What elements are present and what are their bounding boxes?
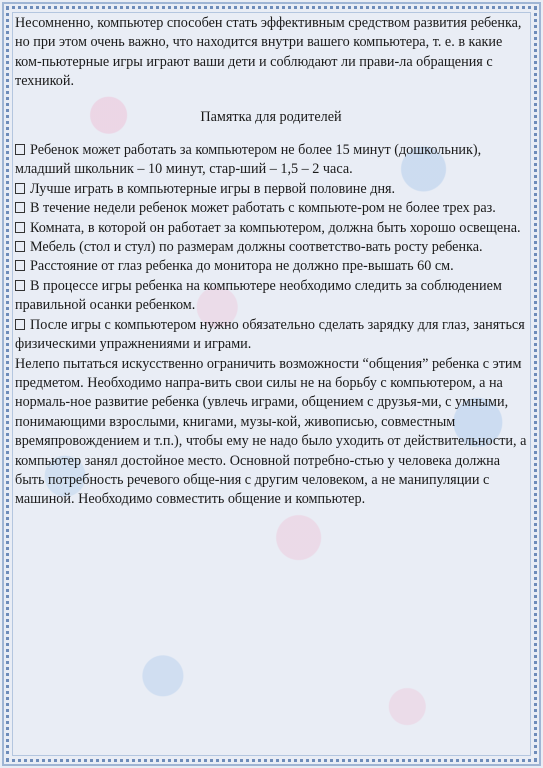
checkbox-bullet-icon xyxy=(15,144,25,155)
conclusion-paragraph: Нелепо пытаться искусственно ограничить возможности “общения” ребенка с этим предметом. Необходимо напра-вить свои силы не на борьбу с компьютером, а на нормаль-ное развитие ребенка (увлечь играми, общением с друзья-ми, с умными, понимающими взрослыми, книгами, музы-кой, живописью, совместным времяпровождением и т.п.), чтобы ему не надо было уходить от действительности, а компьютер занял достойное место. Основной потребно-стью у человека должна быть потребность речевого обще-ния с другим человеком, а не манипуляции с машиной. Необходимо совместить общение и компьютер. xyxy=(15,355,527,508)
checkbox-bullet-icon xyxy=(15,319,25,330)
list-item-text: Расстояние от глаз ребенка до монитора не должно пре-вышать 60 см. xyxy=(30,258,454,275)
intro-paragraph: Несомненно, компьютер способен стать эффективным средством развития ребенка, но при этом очень важно, что находится внутри вашего компьютера, т. е. в какие ком-пьютерные игры играют ваши дети и соблюдают ли прави-ла обращения с техникой. xyxy=(15,15,522,90)
list-item xyxy=(15,180,527,199)
list-item-text: Ребенок может работать за компьютером не более 15 минут (дошкольник), младший школьник – 10 минут, стар-ший – 1,5 – 2 часа. xyxy=(15,142,482,178)
list-item xyxy=(15,219,527,238)
list-item-text: В процессе игры ребенка на компьютере необходимо следить за соблюдением правильной осанки ребенком. xyxy=(15,277,502,314)
list-item xyxy=(15,141,527,180)
list-item xyxy=(15,199,527,218)
list-item xyxy=(15,238,527,257)
checkbox-bullet-icon xyxy=(15,183,25,194)
list-item-text: После игры с компьютером нужно обязательно сделать зарядку для глаз, заняться физическими упражнениями и играми. xyxy=(15,316,525,353)
memo-heading: Памятка для родителей xyxy=(200,108,342,125)
checkbox-bullet-icon xyxy=(15,280,25,291)
checkbox-bullet-icon xyxy=(15,222,25,233)
list-item xyxy=(15,316,527,355)
checkbox-bullet-icon xyxy=(15,260,25,271)
list-item xyxy=(15,277,527,316)
list-item-text: В течение недели ребенок может работать с компьюте-ром не более трех раз. xyxy=(30,200,496,217)
list-item xyxy=(15,257,527,276)
checkbox-bullet-icon xyxy=(15,202,25,213)
checkbox-bullet-icon xyxy=(15,241,25,252)
list-item-text: Лучше играть в компьютерные игры в первой половине дня. xyxy=(30,180,396,197)
list-item-text: Мебель (стол и стул) по размерам должны соответство-вать росту ребенка. xyxy=(30,239,483,256)
document-body xyxy=(15,14,527,510)
list-item-text: Комната, в которой он работает за компьютером, должна быть хорошо освещена. xyxy=(30,219,521,236)
